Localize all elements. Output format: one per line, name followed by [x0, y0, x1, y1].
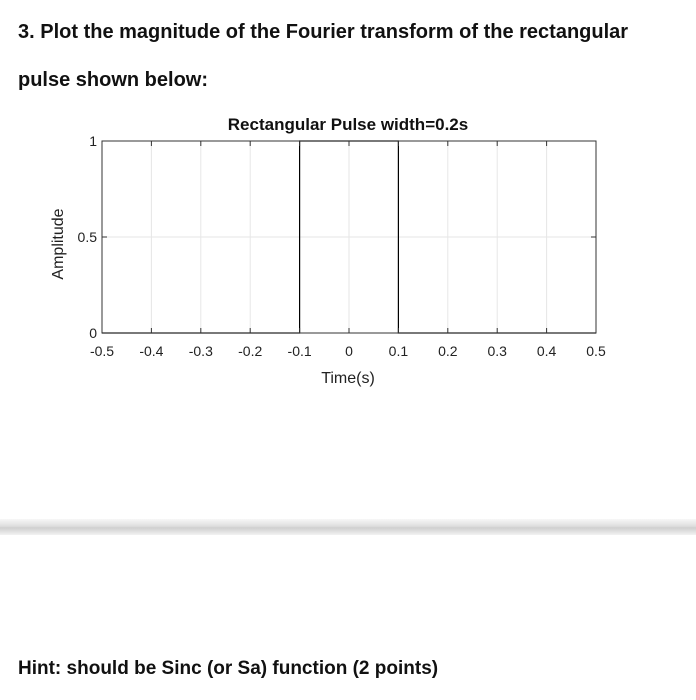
- chart-ticks: [78, 133, 606, 359]
- y-tick-label: 0.5: [77, 229, 97, 245]
- y-axis-label: Amplitude: [50, 208, 67, 280]
- x-tick-label: -0.1: [287, 343, 312, 359]
- x-tick-label: 0.5: [586, 343, 606, 359]
- question-line-1: 3. Plot the magnitude of the Fourier transform of the rectangular: [18, 21, 629, 43]
- x-tick-label: 0.3: [487, 343, 507, 359]
- x-tick-label: -0.2: [238, 343, 263, 359]
- chart-grid: [102, 141, 596, 333]
- y-tick-label: 0: [89, 325, 97, 341]
- x-tick-label: -0.5: [89, 343, 115, 359]
- hint-text: Hint: should be Sinc (or Sa) function (2 points): [18, 658, 439, 679]
- chart-title: Rectangular Pulse width=0.2s: [227, 115, 469, 134]
- x-tick-label: -0.4: [139, 343, 164, 359]
- question-line-2: pulse shown below:: [18, 69, 209, 91]
- x-tick-label: -0.3: [188, 343, 213, 359]
- section-divider: [0, 519, 696, 535]
- rectangular-pulse-chart: [0, 105, 696, 405]
- x-tick-label: 0.2: [438, 343, 458, 359]
- x-tick-label: 0.1: [388, 343, 409, 359]
- y-tick-label: 1: [89, 133, 97, 149]
- x-tick-label: 0: [345, 343, 353, 359]
- x-axis-label: Time(s): [321, 370, 375, 387]
- x-tick-label: 0.4: [536, 343, 557, 359]
